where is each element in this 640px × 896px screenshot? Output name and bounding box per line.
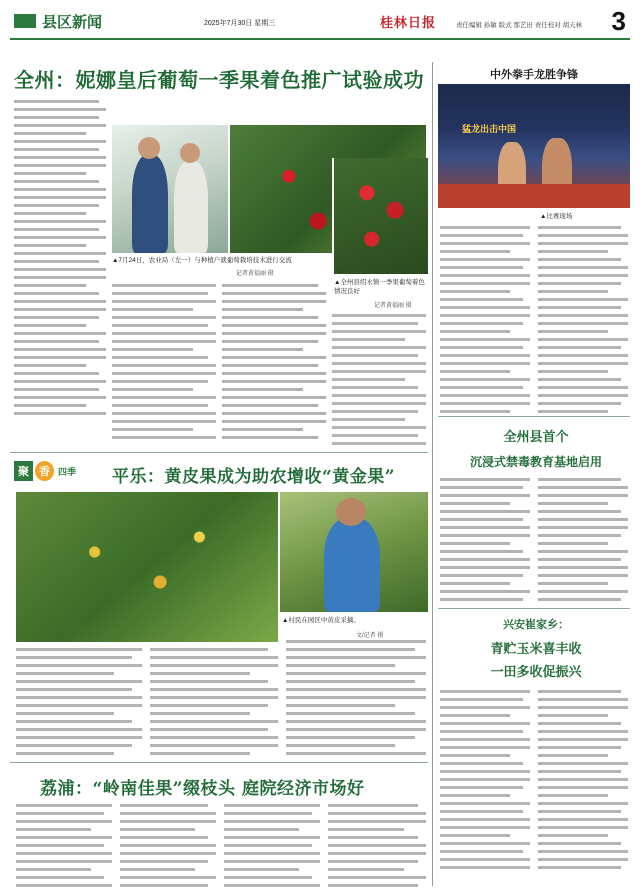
section-bar-icon xyxy=(14,14,36,28)
right-rule-2 xyxy=(438,608,630,609)
drug-col1 xyxy=(440,478,530,606)
photo-grape-technicians xyxy=(112,125,228,253)
silage-col2 xyxy=(538,690,628,874)
silage-title-1: 兴安崔家乡： xyxy=(503,618,569,631)
drug-education-title-2: 沉浸式禁毒教育基地启用 xyxy=(469,455,602,469)
masthead xyxy=(0,0,640,40)
silage-col1 xyxy=(440,690,530,874)
paper-name: 桂林日报 xyxy=(380,16,437,31)
article1-col3 xyxy=(222,284,326,444)
article1-credit-a: 记者黄福丽 摄 xyxy=(236,271,274,277)
article1-caption-a: ▲7月24日，农业局（左一）与种植户就葡萄栽培技术进行交流 xyxy=(112,257,292,264)
article2-col1 xyxy=(16,648,142,760)
article1-place: 全州： xyxy=(14,68,76,92)
article1-headline xyxy=(14,64,424,93)
badge-3: 四季 xyxy=(58,467,77,478)
article3-col2 xyxy=(120,804,216,892)
article3-col1 xyxy=(16,804,112,892)
article1-col1 xyxy=(14,100,106,420)
article2-col2 xyxy=(150,648,278,760)
article2-col3 xyxy=(286,640,426,760)
boxing-col2 xyxy=(538,226,628,418)
article2-headline: 平乐：黄皮果成为助农增收“黄金果” xyxy=(112,467,396,487)
issue-date: 2025年7月30日 星期三 xyxy=(204,20,276,27)
article3-place: 荔浦： xyxy=(40,779,93,799)
article2-credit: 文/记者 摄 xyxy=(356,633,384,639)
boxing-caption: ▲比赛现场 xyxy=(540,213,573,220)
article1-col4 xyxy=(332,314,426,450)
article2-bottom-rule xyxy=(10,762,428,763)
drug-col2 xyxy=(538,478,628,606)
right-rule-1 xyxy=(438,416,630,417)
photo-grape-closeup xyxy=(332,158,428,274)
masthead-rule xyxy=(10,38,630,40)
section-tab xyxy=(14,12,102,30)
article3-headline xyxy=(40,774,364,799)
boxing-col1 xyxy=(440,226,530,418)
column-badge xyxy=(14,460,76,482)
photo-huangpi-orchard xyxy=(16,492,278,642)
silage-title-2: 青贮玉米喜丰收 xyxy=(490,642,582,657)
badge-1: 聚 xyxy=(14,461,33,481)
drug-education-headline xyxy=(448,426,624,470)
article1-bottom-rule xyxy=(10,452,428,453)
silage-title-3: 一田多收促振兴 xyxy=(490,665,582,680)
article1-caption-b: ▲全州县绍水镇一季果葡萄着色情况良好 xyxy=(334,279,425,295)
article3-title: “岭南佳果”缀枝头 庭院经济市场好 xyxy=(92,779,365,799)
boxing-headline: 中外拳手龙胜争锋 xyxy=(490,68,578,81)
photo-boxing-match xyxy=(438,84,630,208)
drug-education-title-1: 全州县首个 xyxy=(503,430,569,445)
right-column-divider xyxy=(432,62,433,886)
silage-corn-headline xyxy=(448,616,624,680)
article3-col3 xyxy=(224,804,320,892)
article2-caption: ▲村民在园区中黄皮采摘。 xyxy=(282,617,360,624)
section-label: 县区新闻 xyxy=(42,13,103,31)
article1-col2 xyxy=(112,284,216,444)
article3-col4 xyxy=(328,804,426,892)
boxing-banner: 猛龙出击中国 xyxy=(462,124,517,134)
article1-credit-b: 记者黄福丽 摄 xyxy=(374,303,412,309)
editor-credits: 责任编辑 孙敏 版式 那艺田 责任校对 胡天林 xyxy=(456,22,583,29)
article1-title: 妮娜皇后葡萄一季果着色推广试验成功 xyxy=(75,68,424,92)
badge-2: 香 xyxy=(35,461,54,481)
page-number: 3 xyxy=(611,6,626,36)
photo-huangpi-farmer xyxy=(280,492,428,612)
